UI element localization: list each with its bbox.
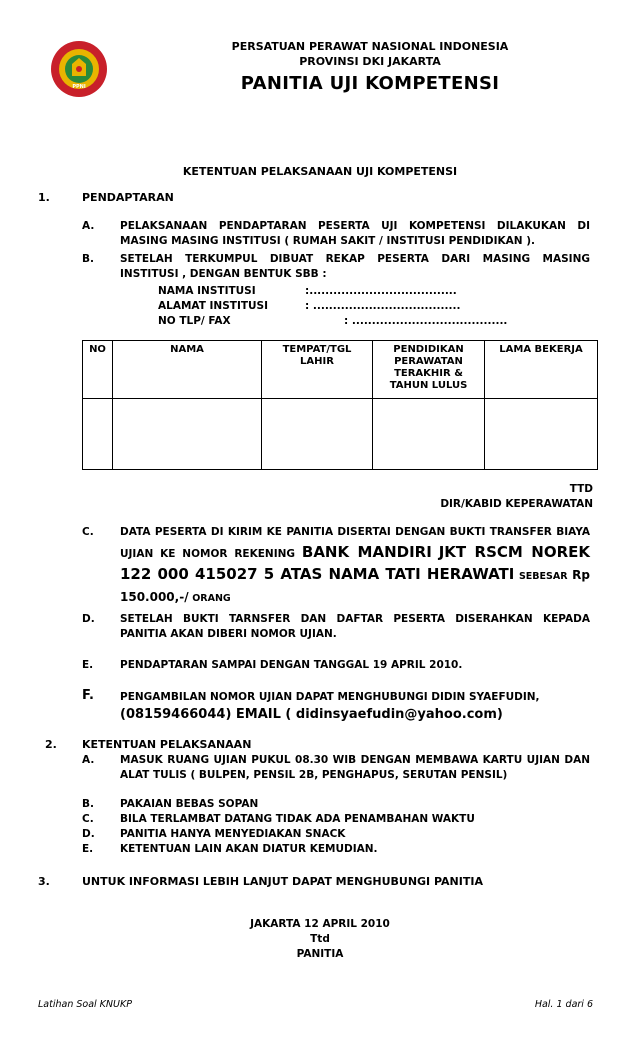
item-a-letter: A.	[82, 220, 95, 232]
field-value: :.....................................	[305, 285, 457, 297]
item-e-letter: E.	[82, 659, 94, 671]
table-header-cell: PENDIDIKAN PERAWATAN TERAKHIR & TAHUN LULUS	[373, 341, 485, 399]
logo-lettering: PPNI	[72, 84, 86, 90]
item-d-letter: D.	[82, 613, 95, 625]
table-row	[83, 399, 598, 470]
item-f-text: PENGAMBILAN NOMOR UJIAN DAPAT MENGHUBUNGI DIDIN SYAEFUDIN,	[120, 691, 540, 703]
rule-text: PANITIA HANYA MENYEDIAKAN SNACK	[120, 828, 346, 840]
rule-text: PAKAIAN BEBAS SOPAN	[120, 798, 259, 810]
province-name: PROVINSI DKI JAKARTA	[299, 55, 441, 68]
bank-name: BANK MANDIRI	[301, 543, 432, 561]
section3-text: UNTUK INFORMASI LEBIH LANJUT DAPAT MENGHUBUNGI PANITIA	[82, 875, 483, 888]
committee-name: PANITIA UJI KOMPETENSI	[240, 73, 500, 94]
field-value: : .......................................	[344, 315, 508, 327]
item-c-transfer-text: DATA PESERTA DI KIRIM KE PANITIA DISERTAI DENGAN BUKTI TRANSFER BIAYA UJIAN KE NOMOR REKENING	[120, 526, 590, 560]
field-label: NO TLP/ FAX	[158, 315, 231, 327]
fee-amount: Rp 150.000,-/	[120, 568, 591, 604]
item-f-letter: F.	[82, 688, 94, 703]
ppni-logo	[50, 40, 108, 98]
item-d-text: SETELAH BUKTI TARNSFER DAN DAFTAR PESERTA DISERAHKAN KEPADA PANITIA AKAN DIBERI NOMOR UJIAN.	[120, 613, 590, 640]
rule-text: BILA TERLAMBAT DATANG TIDAK ADA PENAMBAHAN WAKTU	[120, 813, 475, 825]
section2-number: 2.	[45, 738, 57, 751]
footer-left: Latihan Soal KNUKP	[38, 999, 132, 1010]
closing-place-date: JAKARTA 12 APRIL 2010	[250, 918, 390, 930]
rule-text: KETENTUAN LAIN AKAN DIATUR KEMUDIAN.	[120, 843, 378, 855]
footer-page-number: Hal. 1 dari 6	[534, 999, 593, 1010]
table-header-cell: NO	[83, 341, 113, 399]
field-value: : .....................................	[305, 300, 461, 312]
section1-heading: PENDAPTARAN	[82, 191, 174, 204]
item-e-text: PENDAPTARAN SAMPAI DENGAN TANGGAL 19 APRIL 2010.	[120, 659, 463, 671]
rule-letter: C.	[82, 813, 94, 825]
sign-ttd: TTD	[569, 483, 593, 495]
item-a-text: PELAKSANAAN PENDAPTARAN PESERTA UJI KOMPETENSI DILAKUKAN DI MASING MASING INSTITUSI ( RUMAH SAKIT / INSTITUSI PENDIDIKAN ).	[120, 220, 590, 247]
rule-letter: D.	[82, 828, 95, 840]
section3-number: 3.	[38, 875, 50, 888]
table-header-cell: TEMPAT/TGL LAHIR	[262, 341, 373, 399]
field-label: ALAMAT INSTITUSI	[158, 300, 269, 312]
sign-role: DIR/KABID KEPERAWATAN	[440, 498, 593, 510]
item-b-text: SETELAH TERKUMPUL DIBUAT REKAP PESERTA DARI MASING MASING INSTITUSI , DENGAN BENTUK SBB :	[120, 253, 590, 280]
per-person-label: ORANG	[192, 593, 231, 604]
item-c-letter: C.	[82, 526, 94, 538]
field-label: NAMA INSTITUSI	[158, 285, 256, 297]
item-f-contact: (08159466044) EMAIL ( didinsyaefudin@yahoo.com)	[120, 707, 503, 722]
item-b-letter: B.	[82, 253, 94, 265]
org-name: PERSATUAN PERAWAT NASIONAL INDONESIA	[231, 40, 509, 53]
section2-heading: KETENTUAN PELAKSANAAN	[82, 738, 252, 751]
bank-account: JKT RSCM NOREK 122 000 415027 5 ATAS NAMA TATI HERAWATI	[120, 543, 591, 583]
table-header-cell: NAMA	[113, 341, 262, 399]
closing-committee: PANITIA	[296, 948, 344, 960]
participant-recap-table	[82, 340, 598, 470]
table-header-row	[83, 341, 598, 399]
closing-ttd: Ttd	[310, 933, 330, 945]
item-c-text	[120, 522, 590, 609]
rule-letter: E.	[82, 843, 94, 855]
rule-letter: B.	[82, 798, 94, 810]
document-title: KETENTUAN PELAKSANAAN UJI KOMPETENSI	[182, 165, 458, 178]
section1-number: 1.	[38, 191, 50, 204]
table-header-cell: LAMA BEKERJA	[485, 341, 598, 399]
rule-letter: A.	[82, 754, 95, 766]
rule-text: MASUK RUANG UJIAN PUKUL 08.30 WIB DENGAN MEMBAWA KARTU UJIAN DAN ALAT TULIS ( BULPEN, PENSIL 2B, PENGHAPUS, SERUTAN PENSIL)	[120, 754, 590, 781]
sebesar-label: SEBESAR	[518, 571, 568, 582]
